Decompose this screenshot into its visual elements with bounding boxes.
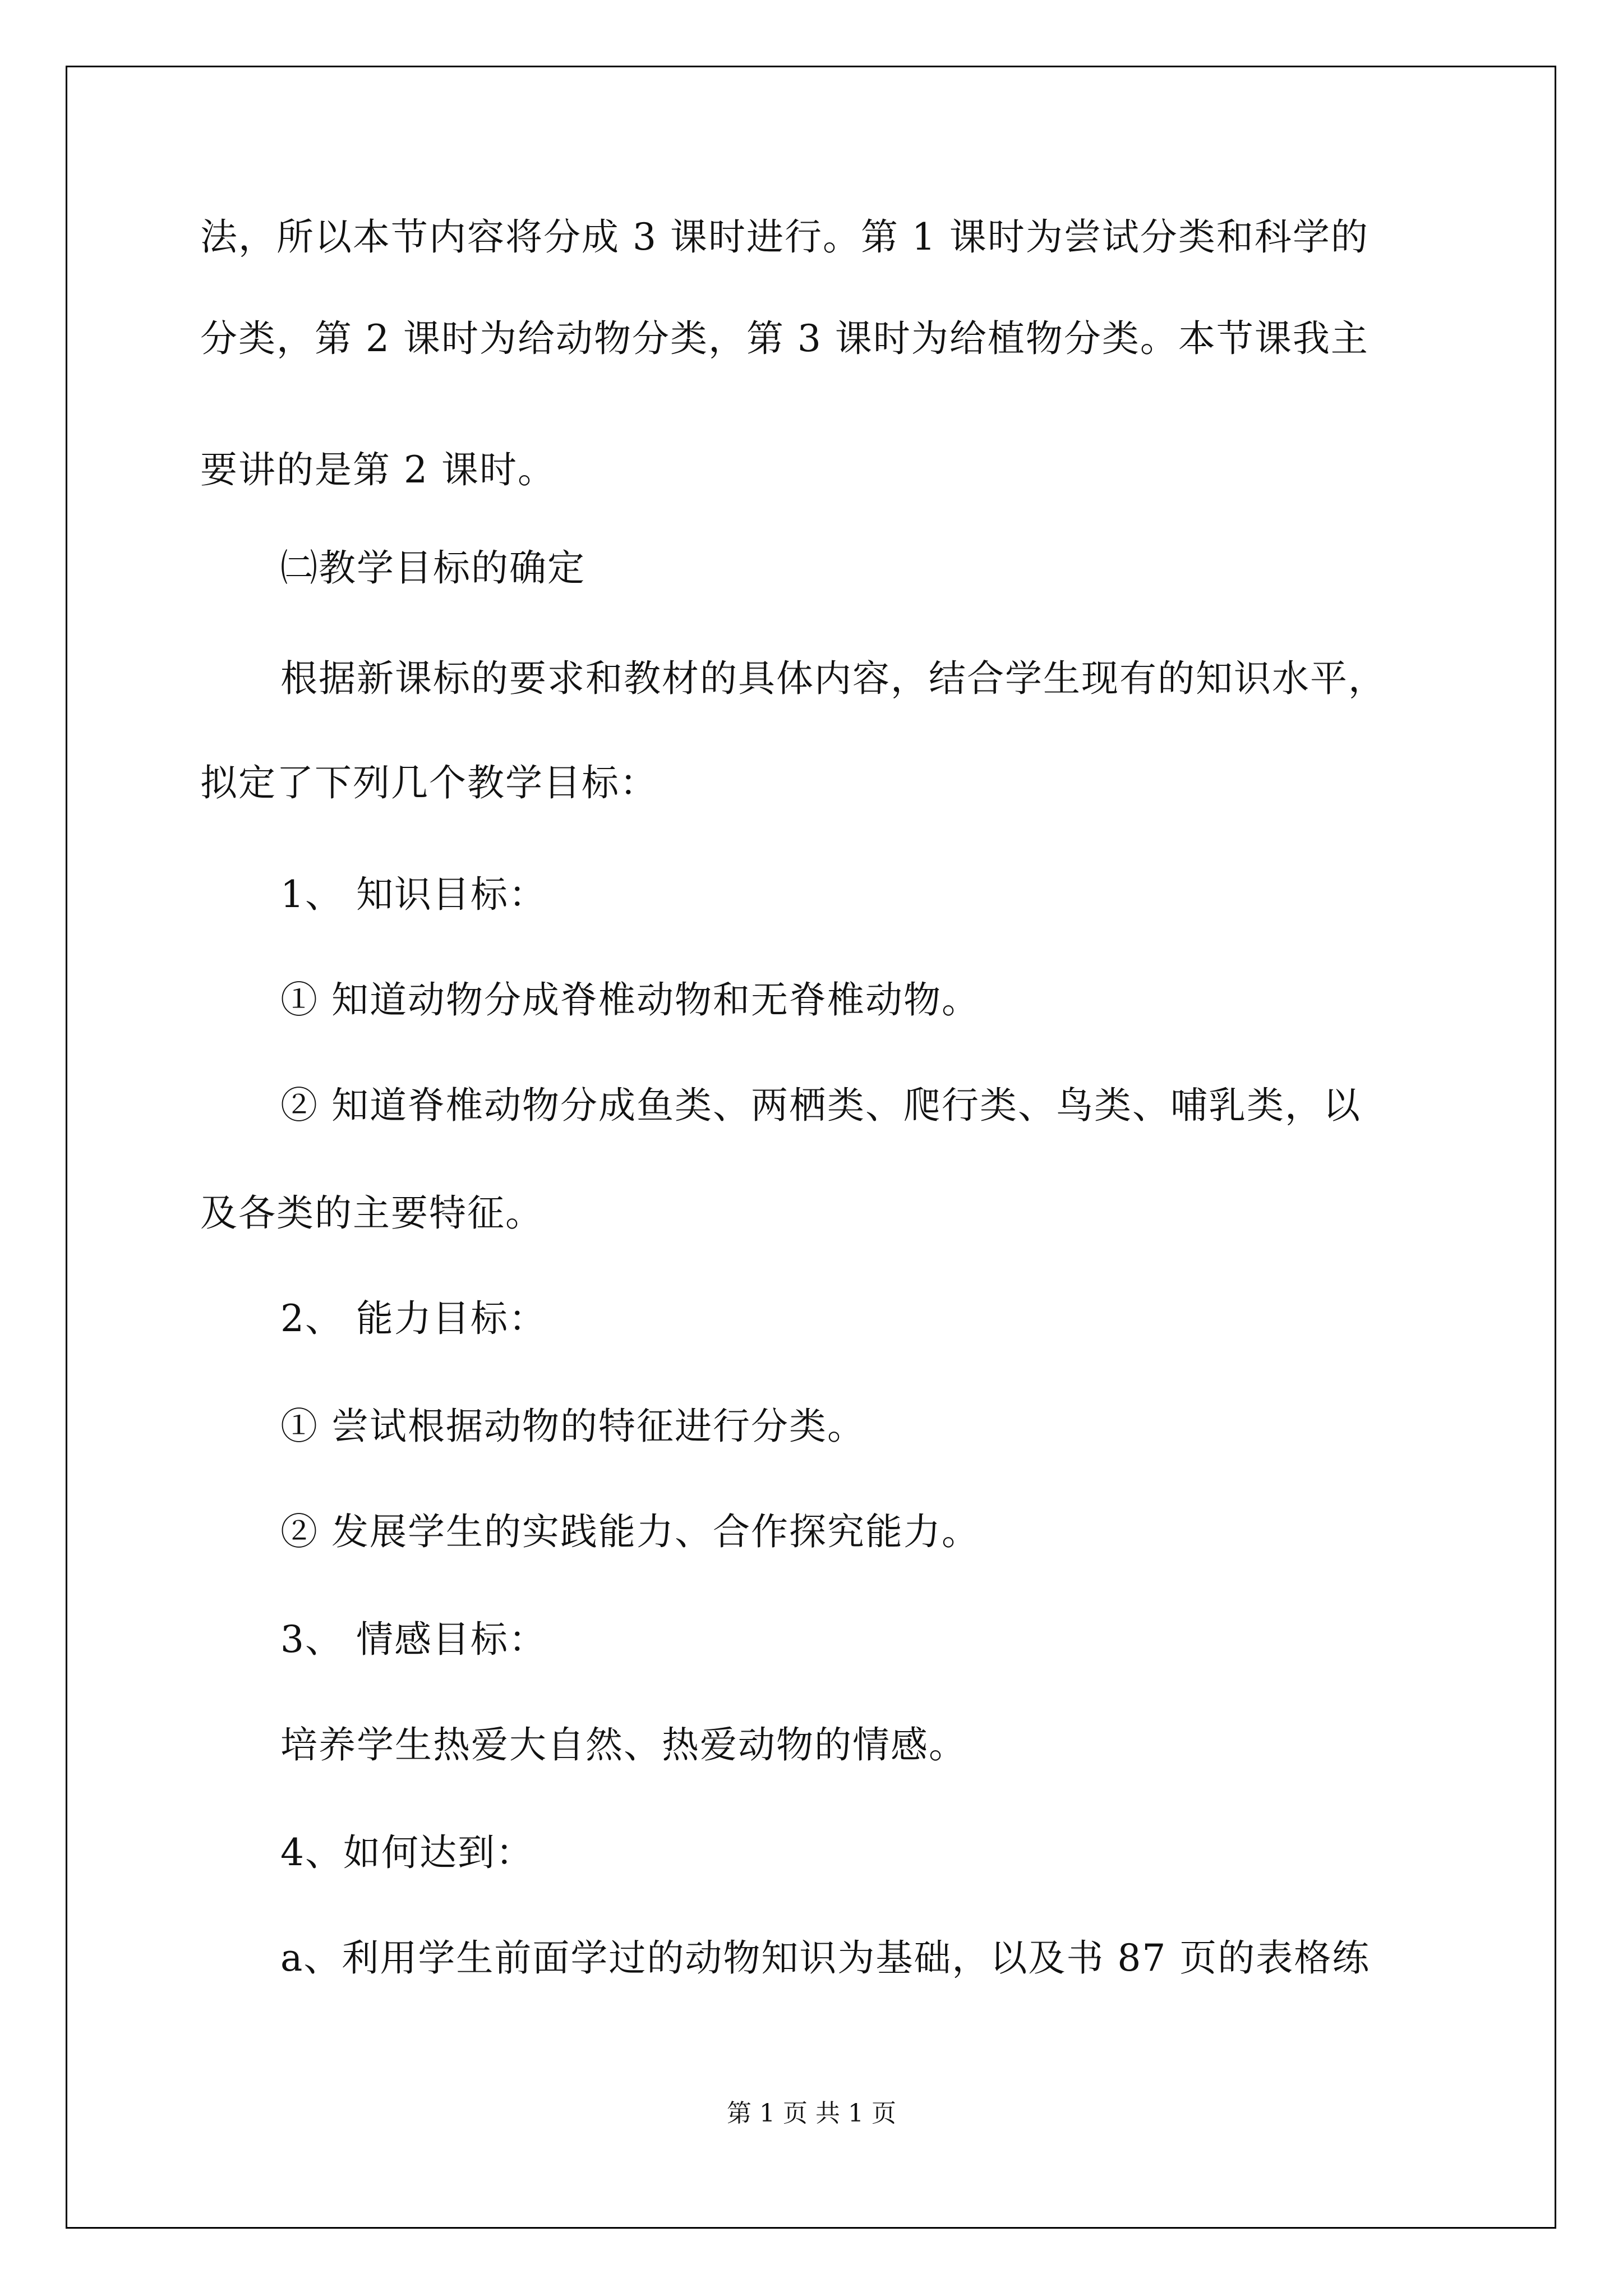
goal-heading-ability: 2、 能力目标： <box>280 1297 547 1340</box>
page-border <box>66 66 1556 2229</box>
text-line-1: 法，所以本节内容将分成 3 课时进行。第 1 课时为尝试分类和科学的 <box>200 215 1369 259</box>
text-line-15: 培养学生热爱大自然、热爱动物的情感。 <box>280 1723 967 1766</box>
page-footer: 第 1 页 共 1 页 <box>727 2099 896 2128</box>
text-line-12: ① 尝试根据动物的特征进行分类。 <box>280 1405 865 1448</box>
text-line-5: 根据新课标的要求和教材的具体内容，结合学生现有的知识水平， <box>280 657 1386 700</box>
goal-heading-emotion: 3、 情感目标： <box>280 1618 547 1661</box>
text-line-16: 4、如何达到： <box>280 1831 534 1874</box>
text-line-6: 拟定了下列几个教学目标： <box>200 761 658 804</box>
text-line-9: ② 知道脊椎动物分成鱼类、两栖类、爬行类、鸟类、哺乳类，以 <box>280 1084 1361 1127</box>
text-line-13: ② 发展学生的实践能力、合作探究能力。 <box>280 1510 980 1553</box>
text-line-3: 要讲的是第 2 课时。 <box>200 448 556 491</box>
text-line-17: a、利用学生前面学过的动物知识为基础，以及书 87 页的表格练 <box>280 1936 1371 1980</box>
text-line-2: 分类，第 2 课时为给动物分类，第 3 课时为给植物分类。本节课我主 <box>200 317 1369 360</box>
goal-heading-knowledge: 1、 知识目标： <box>280 873 547 916</box>
text-line-8: ① 知道动物分成脊椎动物和无脊椎动物。 <box>280 978 980 1022</box>
section-heading: ㈡教学目标的确定 <box>280 546 585 590</box>
text-line-10: 及各类的主要特征。 <box>200 1191 543 1235</box>
